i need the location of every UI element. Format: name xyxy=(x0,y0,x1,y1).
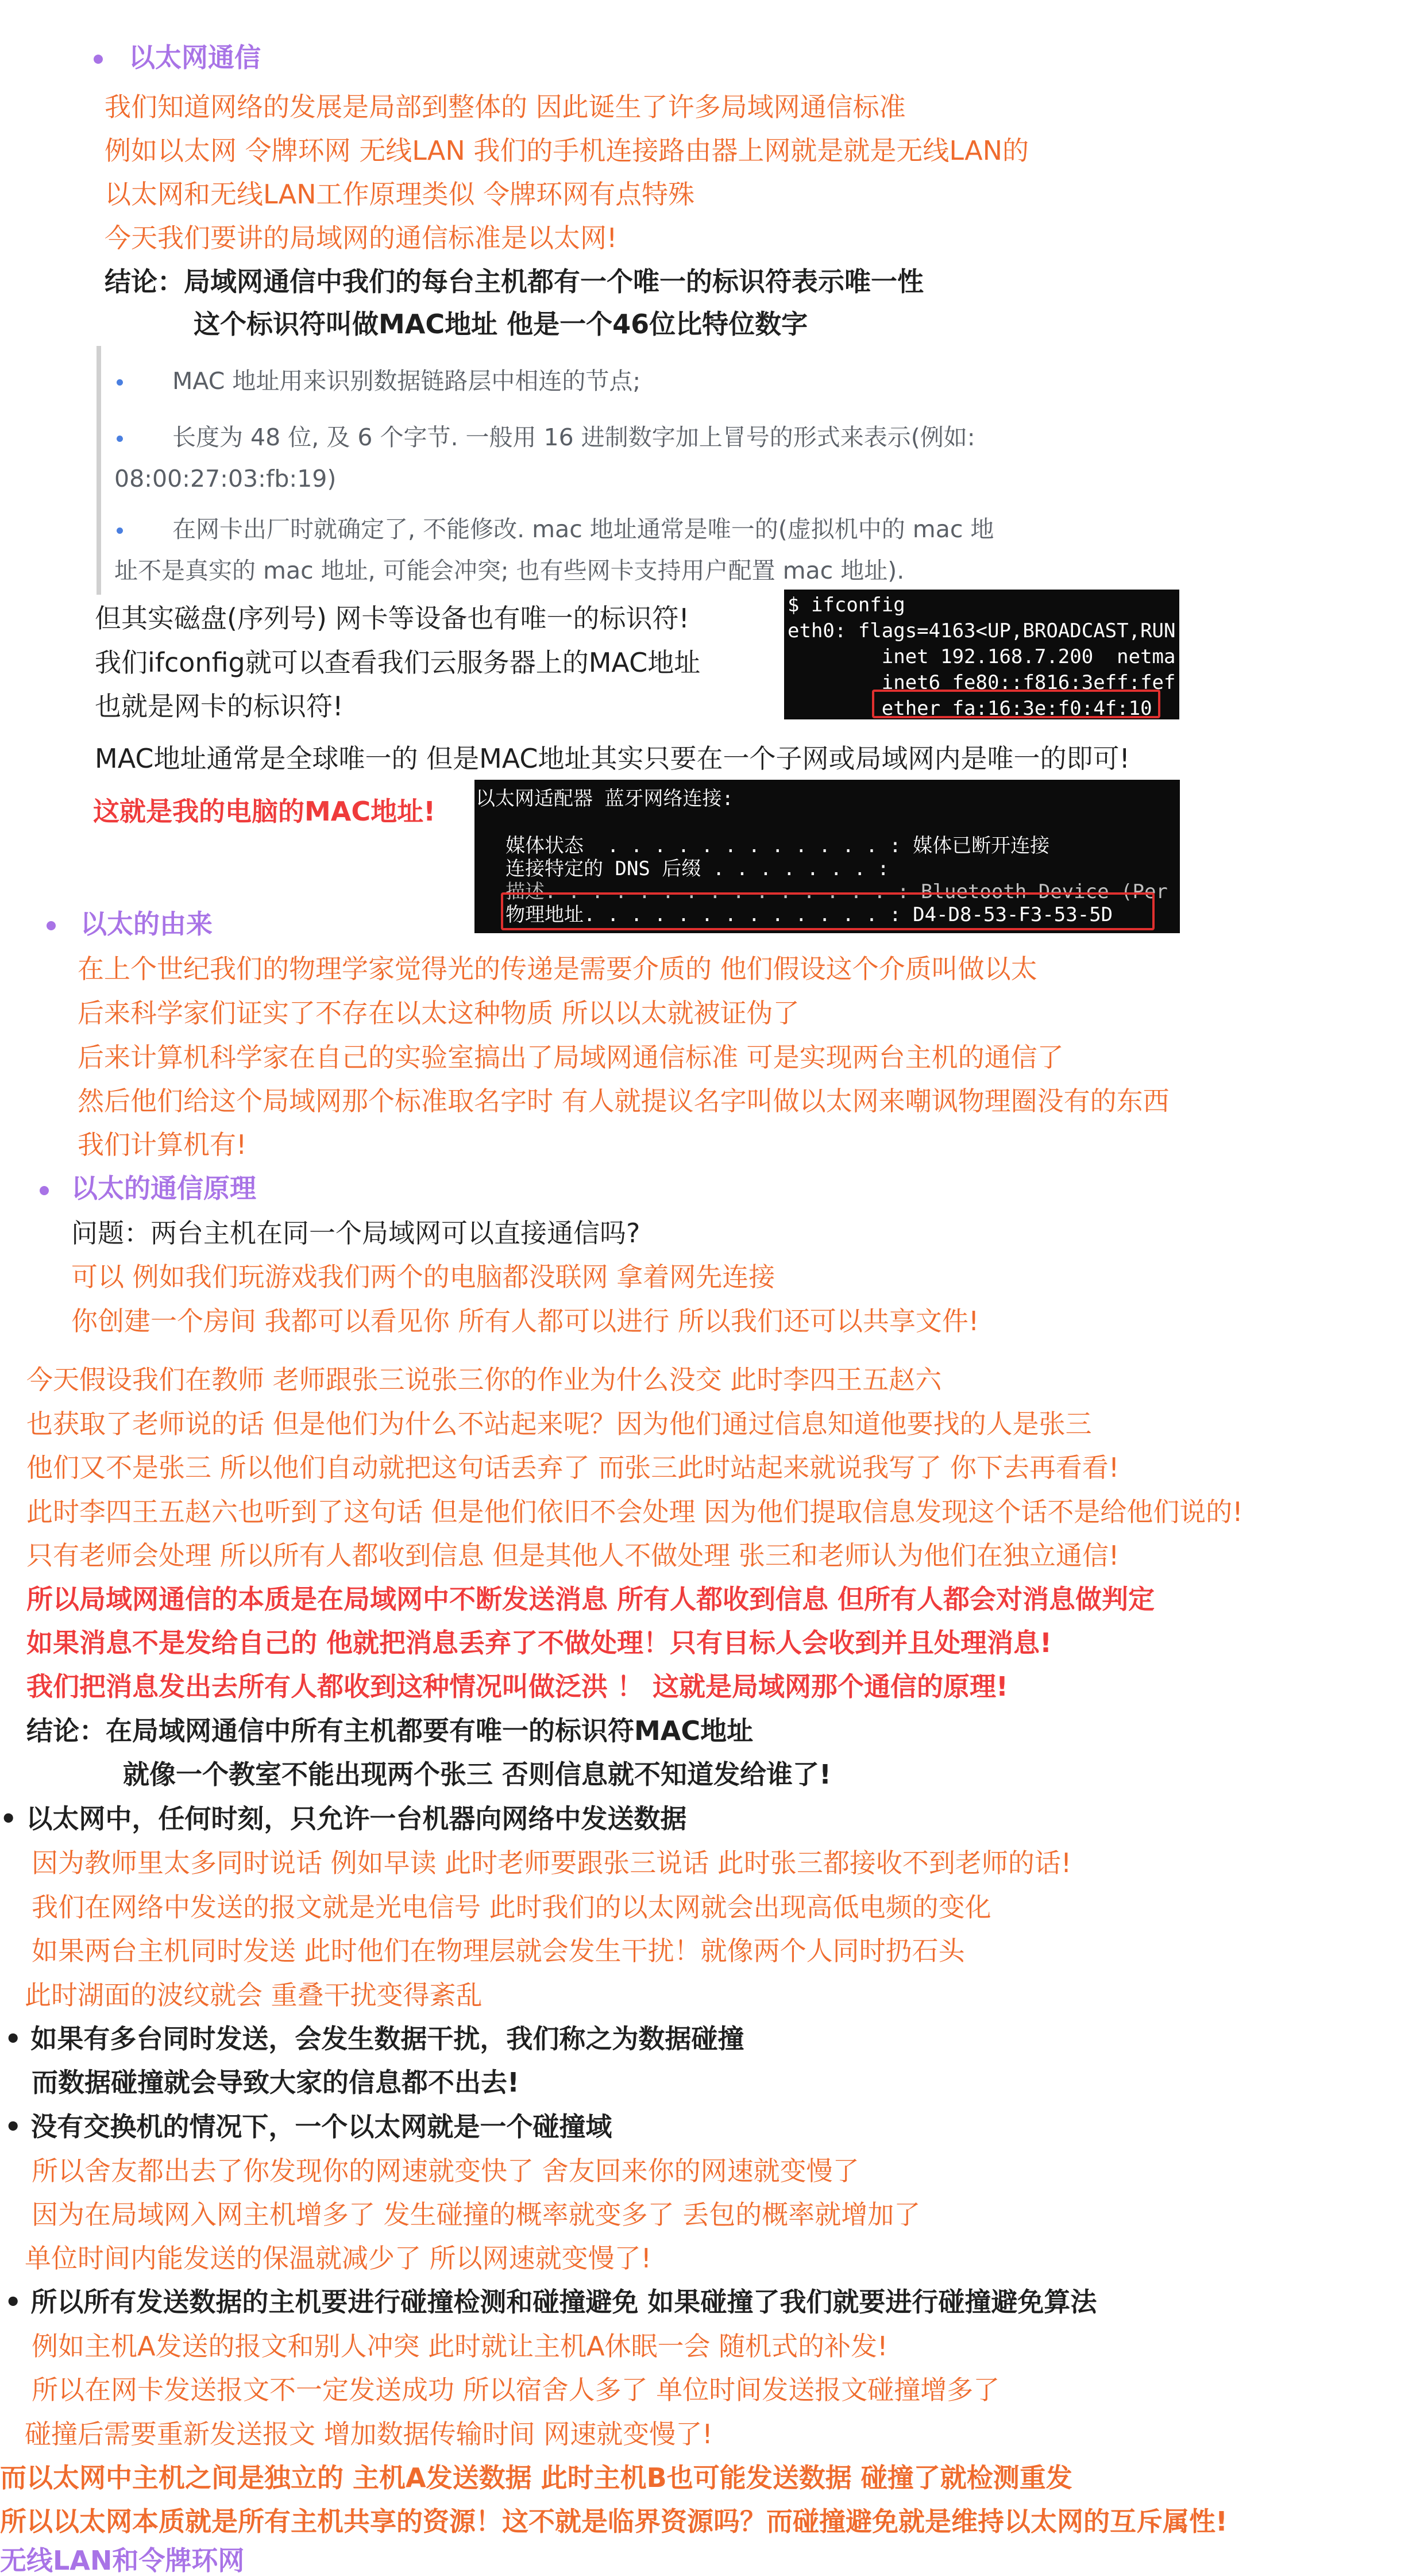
paragraph-line: 今天我们要讲的局域网的通信标准是以太网! xyxy=(105,222,618,253)
paragraph-line: 而以太网中主机之间是独立的 主机A发送数据 此时主机B也可能发送数据 碰撞了就检测重发 xyxy=(0,2462,1072,2493)
quote-item: 长度为 48 位, 及 6 个字节. 一般用 16 进制数字加上冒号的形式来表示(例如: xyxy=(172,423,975,451)
paragraph-line: 所以在网卡发送报文不一定发送成功 所以宿舍人多了 单位时间发送报文碰撞增多了 xyxy=(32,2374,1000,2405)
terminal-line: $ ifconfig xyxy=(788,594,905,617)
paragraph-line: 而数据碰撞就会导致大家的信息都不出去! xyxy=(32,2067,519,2098)
paragraph-line: 他们又不是张三 所以他们自动就把这句话丢弃了 而张三此时站起来就说我写了 你下去再看看! xyxy=(26,1452,1120,1483)
highlight-text: 如果消息不是发给自己的 他就把消息丢弃了不做处理！只有目标人会收到并且处理消息! xyxy=(26,1627,1052,1658)
terminal-line: inet6 fe80::f816:3eff:fef xyxy=(788,671,1176,694)
bullet-title: • 如果有多台同时发送，会发生数据干扰，我们称之为数据碰撞 xyxy=(5,2023,744,2054)
conclusion-line: 结论：局域网通信中我们的每台主机都有一个唯一的标识符表示唯一性 xyxy=(105,266,924,297)
highlight-text: 所以局域网通信的本质是在局域网中不断发送消息 所有人都收到信息 但所有人都会对消息做判定 xyxy=(26,1584,1155,1615)
terminal-line: 描述. . . . . . . . . . . . . . . : Bluetooth Device (Per xyxy=(505,880,1168,903)
paragraph-line: 我们知道网络的发展是局部到整体的 因此诞生了许多局域网通信标准 xyxy=(105,91,906,122)
next-section-heading: 无线LAN和令牌环网 xyxy=(0,2545,245,2576)
text-line: 但其实磁盘(序列号) 网卡等设备也有唯一的标识符! xyxy=(95,603,689,634)
bullet-title: • 所以所有发送数据的主机要进行碰撞检测和碰撞避免 如果碰撞了我们就要进行碰撞避免算法 xyxy=(5,2286,1097,2317)
paragraph-line: 因为在局域网入网主机增多了 发生碰撞的概率就变多了 丢包的概率就增加了 xyxy=(32,2199,921,2230)
terminal-line: 物理地址. . . . . . . . . . . . . : D4-D8-53-F3-53-5D xyxy=(505,903,1113,926)
conclusion-line: 结论：在局域网通信中所有主机都要有唯一的标识符MAC地址 xyxy=(26,1715,754,1746)
paragraph-line: 只有老师会处理 所以所有人都收到信息 但是其他人不做处理 张三和老师认为他们在独立通信! xyxy=(26,1540,1120,1571)
bullet-dot xyxy=(117,379,123,386)
text-line: 也就是网卡的标识符! xyxy=(95,691,344,722)
paragraph-line: 例如主机A发送的报文和别人冲突 此时就让主机A休眠一会 随机式的补发! xyxy=(32,2331,888,2362)
paragraph-line: 例如以太网 令牌环网 无线LAN 我们的手机连接路由器上网就是就是无线LAN的 xyxy=(105,135,1029,166)
bullet-title: • 以太网中，任何时刻，只允许一台机器向网络中发送数据 xyxy=(0,1803,687,1834)
bullet-dot xyxy=(94,55,103,64)
paragraph-line: 今天假设我们在教师 老师跟张三说张三你的作业为什么没交 此时李四王五赵六 xyxy=(26,1364,942,1395)
terminal-line: ether fa:16:3e:f0:4f:10 xyxy=(788,697,1152,719)
bullet-dot xyxy=(117,436,123,442)
paragraph-line: 此时湖面的波纹就会 重叠干扰变得紊乱 xyxy=(25,1980,483,2011)
question-line: 问题：两台主机在同一个局域网可以直接通信吗? xyxy=(71,1218,640,1249)
paragraph-line: 以太网和无线LAN工作原理类似 令牌环网有点特殊 xyxy=(105,179,695,210)
bullet-dot xyxy=(40,1186,49,1195)
quote-item: MAC 地址用来识别数据链路层中相连的节点; xyxy=(172,367,641,395)
text-line: MAC地址通常是全球唯一的 但是MAC地址其实只要在一个子网或局域网内是唯一的即可! xyxy=(95,743,1130,774)
bullet-title: • 没有交换机的情况下，一个以太网就是一个碰撞域 xyxy=(5,2111,612,2142)
text-line: 我们ifconfig就可以查看我们云服务器上的MAC地址 xyxy=(95,647,701,678)
paragraph-line: 在上个世纪我们的物理学家觉得光的传递是需要介质的 他们假设这个介质叫做以太 xyxy=(78,953,1037,984)
quote-item: 在网卡出厂时就确定了, 不能修改. mac 地址通常是唯一的(虚拟机中的 mac 地 xyxy=(172,515,994,543)
terminal-line: inet 192.168.7.200 netma xyxy=(788,645,1176,668)
highlight-text: 这就是我的电脑的MAC地址! xyxy=(93,796,436,827)
section-heading-ethernet: 以太网通信 xyxy=(129,42,261,73)
quote-item: 址不是真实的 mac 地址, 可能会冲突; 也有些网卡支持用户配置 mac 地址). xyxy=(114,557,905,584)
bullet-dot xyxy=(117,527,123,534)
paragraph-line: 你创建一个房间 我都可以看见你 所有人都可以进行 所以我们还可以共享文件! xyxy=(71,1306,979,1337)
paragraph-line: 然后他们给这个局域网那个标准取名字时 有人就提议名字叫做以太网来嘲讽物理圈没有的东西 xyxy=(78,1085,1170,1116)
paragraph-line: 单位时间内能发送的保温就减少了 所以网速就变慢了! xyxy=(25,2243,652,2274)
paragraph-line: 后来计算机科学家在自己的实验室搞出了局域网通信标准 可是实现两台主机的通信了 xyxy=(78,1042,1064,1073)
paragraph-line: 所以舍友都出去了你发现你的网速就变快了 舍友回来你的网速就变慢了 xyxy=(32,2155,859,2186)
paragraph-line: 碰撞后需要重新发送报文 增加数据传输时间 网速就变慢了! xyxy=(25,2419,713,2450)
terminal-line: eth0: flags=4163<UP,BROADCAST,RUN xyxy=(788,619,1176,642)
paragraph-line: 因为教师里太多同时说话 例如早读 此时老师要跟张三说话 此时张三都接收不到老师的话! xyxy=(32,1847,1072,1878)
paragraph-line: 所以以太网本质就是所有主机共享的资源！这不就是临界资源吗？而碰撞避免就是维持以太网的互斥属性! xyxy=(0,2506,1228,2537)
quote-bar xyxy=(97,346,101,595)
highlight-text: 我们把消息发出去所有人都收到这种情况叫做泛洪 ！ 这就是局域网那个通信的原理! xyxy=(26,1671,1009,1702)
section-heading-origin: 以太的由来 xyxy=(80,908,213,939)
paragraph-line: 如果两台主机同时发送 此时他们在物理层就会发生干扰！就像两个人同时扔石头 xyxy=(32,1935,965,1966)
terminal-line: 媒体状态 . . . . . . . . . . . . : 媒体已断开连接 xyxy=(505,834,1050,857)
conclusion-line: 这个标识符叫做MAC地址 他是一个46位比特位数字 xyxy=(194,309,808,340)
paragraph-line: 可以 例如我们玩游戏我们两个的电脑都没联网 拿着网先连接 xyxy=(71,1261,775,1292)
paragraph-line: 也获取了老师说的话 但是他们为什么不站起来呢？因为他们通过信息知道他要找的人是张三 xyxy=(26,1408,1092,1439)
paragraph-line: 我们计算机有! xyxy=(78,1129,247,1160)
quote-item: 08:00:27:03:fb:19) xyxy=(114,465,337,492)
terminal-line: 连接特定的 DNS 后缀 . . . . . . . : xyxy=(505,857,889,880)
conclusion-line: 就像一个教室不能出现两个张三 否则信息就不知道发给谁了! xyxy=(123,1759,831,1790)
mac-highlight-box xyxy=(501,892,1155,930)
ipconfig-terminal-screenshot xyxy=(474,780,1180,933)
paragraph-line: 后来科学家们证实了不存在以太这种物质 所以以太就被证伪了 xyxy=(78,998,800,1029)
paragraph-line: 此时李四王五赵六也听到了这句话 但是他们依旧不会处理 因为他们提取信息发现这个话不是给他们说的! xyxy=(26,1496,1243,1527)
bullet-dot xyxy=(47,921,56,930)
paragraph-line: 我们在网络中发送的报文就是光电信号 此时我们的以太网就会出现高低电频的变化 xyxy=(32,1892,991,1923)
mac-highlight-box xyxy=(872,690,1160,718)
section-heading-principle: 以太的通信原理 xyxy=(71,1173,256,1204)
terminal-line: 以太网适配器 蓝牙网络连接: xyxy=(476,787,734,810)
ifconfig-terminal-screenshot xyxy=(784,590,1179,719)
